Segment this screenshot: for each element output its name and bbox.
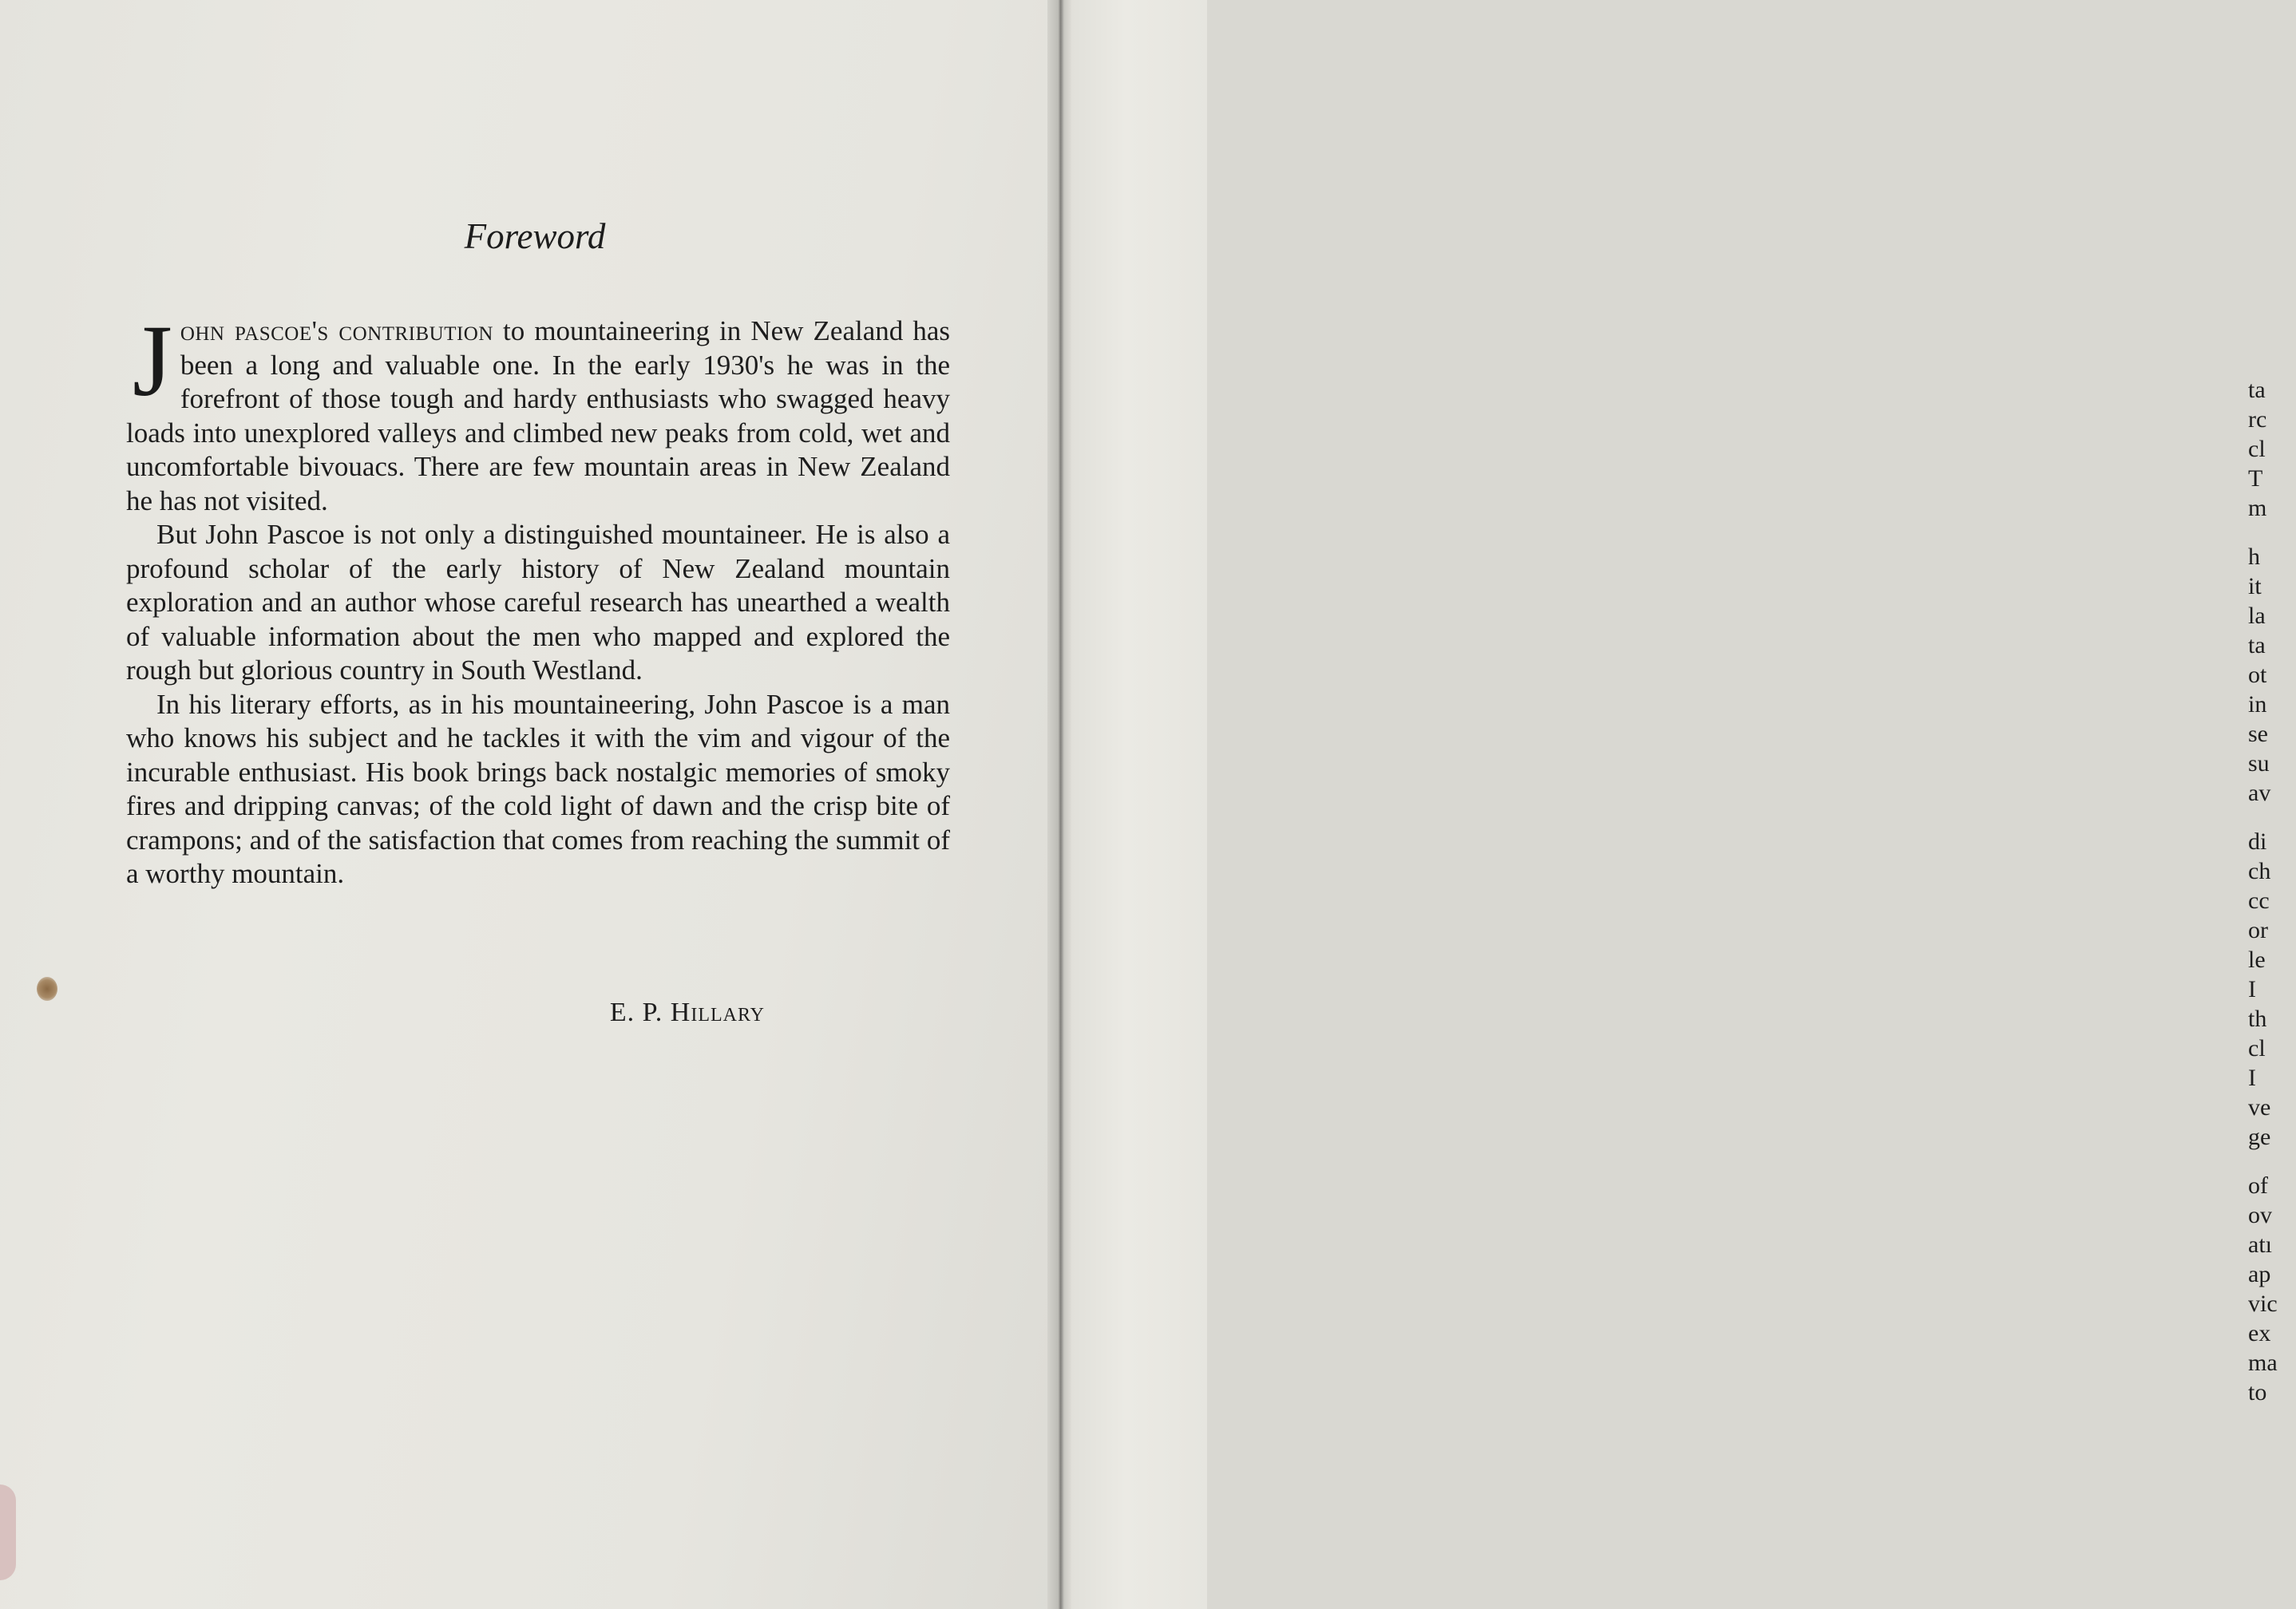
right-page-fragment: ov — [2248, 1202, 2272, 1228]
right-page-fragment: to — [2248, 1379, 2267, 1405]
right-page-fragment: ta — [2248, 377, 2266, 403]
right-page-fragment: se — [2248, 721, 2268, 747]
page-title: Foreword — [464, 216, 606, 256]
right-page-fragment: su — [2248, 750, 2270, 777]
smallcaps-lead: ohn pascoe's contribution — [180, 315, 493, 346]
right-page-fragment: rc — [2248, 406, 2267, 433]
foreword-body — [126, 304, 950, 891]
paragraph-1 — [126, 304, 950, 518]
right-page-fragment: cc — [2248, 888, 2270, 914]
right-page-fragment — [2248, 1152, 2296, 1171]
right-page-fragment: av — [2248, 780, 2271, 806]
right-page-fragment: in — [2248, 691, 2267, 718]
right-page-fragment: vic — [2248, 1291, 2278, 1317]
right-page-fragment: ge — [2248, 1124, 2271, 1150]
book-gutter — [1047, 0, 1071, 1609]
thumb-edge — [0, 1484, 16, 1580]
right-page-fragment: ch — [2248, 858, 2271, 884]
foxing-spot — [37, 977, 57, 1001]
drop-cap: J — [133, 304, 172, 417]
right-page-fragment: of — [2248, 1172, 2268, 1199]
right-page-fragment: ot — [2248, 662, 2267, 688]
right-page-fragment: di — [2248, 828, 2267, 855]
right-page-fragment — [2248, 808, 2296, 827]
right-page-fragment: T — [2248, 465, 2263, 492]
right-page-fragment: cl — [2248, 436, 2266, 462]
right-page-fragment: h — [2248, 544, 2260, 570]
right-page-text-fragments — [2248, 375, 2296, 1407]
right-page — [1071, 0, 2278, 1609]
right-page-fragment: m — [2248, 495, 2267, 521]
right-page-fragment: la — [2248, 603, 2266, 629]
right-page-fragment: cl — [2248, 1035, 2266, 1061]
right-page-fragment: th — [2248, 1006, 2267, 1032]
right-page-fragment: I — [2248, 976, 2256, 1002]
right-page-fragment: ex — [2248, 1320, 2271, 1346]
left-page — [0, 0, 1062, 1609]
paragraph-2: But John Pascoe is not only a distinguished mountaineer. He is also a profound scholar of the early history of New Zealand mountain exploration and an author whose careful research has unearthed a wealth of valuable information about the men who mapped and explored the rough but glorious country in South Westland. — [126, 519, 950, 686]
paragraph-3: In his literary efforts, as in his mountaineering, John Pascoe is a man who knows his subject and he tackles it with the vim and vigour of the incurable enthusiast. His book brings back nostalgic memories of smoky fires and dripping canvas; of the cold light of dawn and the crisp bite of crampons; and of the satisfaction that comes from reaching the summit of a worthy mountain. — [126, 688, 950, 889]
signature: E. P. Hillary — [609, 998, 765, 1027]
right-page-fragment: I — [2248, 1065, 2256, 1091]
right-page-fragment — [2248, 523, 2296, 542]
paragraph-1-text: to mountaineering in New Zealand has been a long and valuable one. In the early 1930's he was in the forefront of those tough and hardy enthusiasts who swagged heavy loads into unexplored valleys and climbed new peaks from cold, wet and uncomfortable bivouacs. There are few mountain areas in New Zealand he has not visited. — [126, 315, 950, 516]
right-page-fragment: ta — [2248, 632, 2266, 658]
right-page-fragment: atı — [2248, 1231, 2272, 1258]
right-page-fragment: or — [2248, 917, 2268, 943]
right-page-fragment: ap — [2248, 1261, 2271, 1287]
right-page-fragment: ma — [2248, 1350, 2278, 1376]
right-page-fragment: le — [2248, 947, 2266, 973]
right-page-fragment: it — [2248, 573, 2262, 599]
right-page-fragment: ve — [2248, 1094, 2271, 1121]
